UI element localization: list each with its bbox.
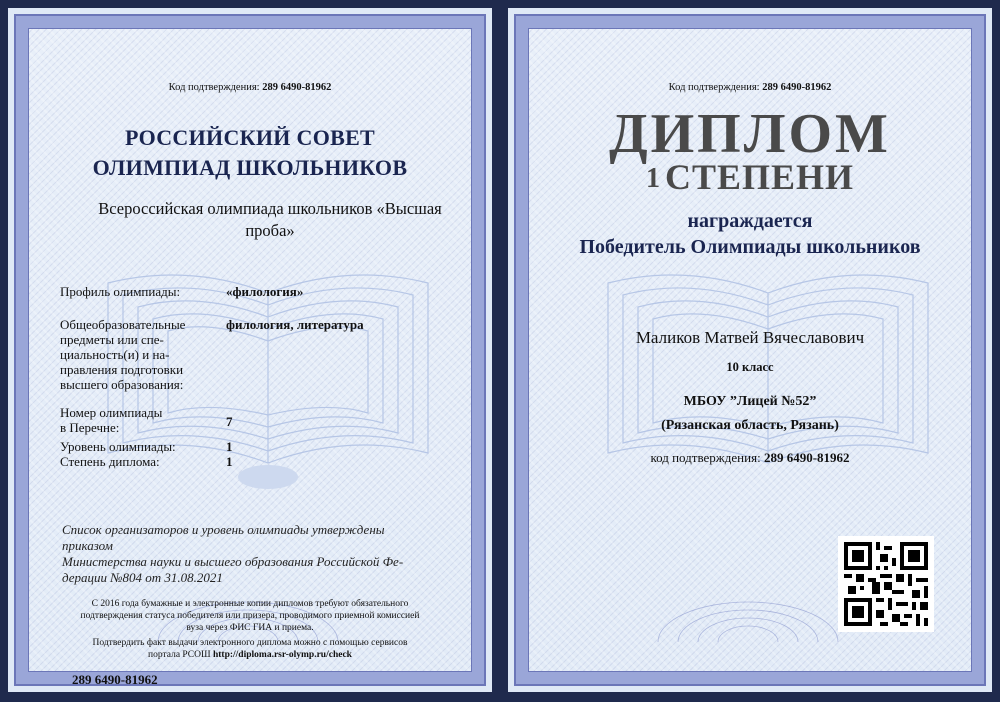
- portal-link[interactable]: http://diploma.rsr-olymp.ru/check: [212, 650, 352, 660]
- portal-line: [28, 649, 472, 661]
- info-line2: подтверждения статуса победителя или призера, проводимого приемной комиссией: [80, 611, 420, 621]
- grade: 10 класс: [726, 360, 774, 374]
- olympiad-name-line2: проба»: [245, 221, 295, 240]
- degree-label: Степень диплома:: [60, 454, 160, 469]
- level-label: Уровень олимпиады:: [60, 439, 176, 454]
- subjects-label-line4: правления подготовки: [60, 362, 184, 377]
- bottom-verification-code: 289 6490-81962: [72, 672, 158, 687]
- winner-title: Победитель Олимпиады школьников: [579, 236, 921, 258]
- level-value: 1: [226, 439, 233, 454]
- left-page: [8, 8, 492, 692]
- degree-value: 1: [226, 454, 233, 469]
- portal-prefix: портала РСОШ: [148, 650, 211, 660]
- left-ornamental-border: [14, 14, 486, 686]
- note-line2: приказом: [62, 538, 113, 553]
- profile-value: «филология»: [226, 284, 304, 299]
- note-line1: Список организаторов и уровень олимпиады утверждены: [62, 522, 385, 537]
- qr-code-icon: [838, 536, 934, 632]
- subjects-value: филология, литература: [226, 317, 364, 332]
- verification-code-line: код подтверждения: 289 6490-81962: [650, 450, 850, 465]
- region: (Рязанская область, Рязань): [661, 418, 839, 433]
- number-label-line2: в Перечне:: [60, 420, 120, 435]
- degree-title: [528, 158, 972, 198]
- note-line4: дерации №804 от 31.08.2021: [62, 570, 223, 585]
- subjects-label-line2: предметы или спе-: [60, 332, 164, 347]
- info-line4: Подтвердить факт выдачи электронного диплома можно с помощью сервисов: [92, 638, 408, 648]
- subjects-label-line5: высшего образования:: [60, 377, 184, 392]
- right-page: [508, 8, 992, 692]
- diploma-title: ДИПЛОМ: [609, 103, 891, 165]
- info-line3: вуза через ФИС ГИА и приема.: [186, 623, 314, 633]
- number-value: 7: [226, 414, 233, 429]
- student-name: Маликов Матвей Вячеславович: [635, 328, 865, 347]
- olympiad-name-line1: Всероссийская олимпиада школьников «Высшая: [98, 199, 442, 218]
- note-line3: Министерства науки и высшего образования Российской Фе-: [62, 554, 404, 569]
- verification-code-top: Код подтверждения: 289 6490-81962: [668, 82, 832, 93]
- right-ornamental-border: [514, 14, 986, 686]
- subjects-label-line3: циальность(и) и на-: [60, 347, 170, 362]
- school: МБОУ ”Лицей №52”: [683, 394, 817, 409]
- awarded-text: награждается: [687, 210, 813, 232]
- guilloche-ornament-icon: [648, 592, 848, 642]
- subjects-label-line1: Общеобразовательные: [60, 317, 186, 332]
- council-title-line2: ОЛИМПИАД ШКОЛЬНИКОВ: [92, 155, 408, 180]
- verification-code-top: Код подтверждения: 289 6490-81962: [168, 82, 332, 93]
- info-line1: С 2016 года бумажные и электронные копии дипломов требуют обязательного: [91, 599, 409, 609]
- degree-word: СТЕПЕНИ: [664, 157, 855, 197]
- number-label-line1: Номер олимпиады: [60, 405, 163, 420]
- degree-number: 1: [645, 163, 661, 194]
- profile-label: Профиль олимпиады:: [60, 284, 181, 299]
- council-title-line1: РОССИЙСКИЙ СОВЕТ: [124, 125, 376, 150]
